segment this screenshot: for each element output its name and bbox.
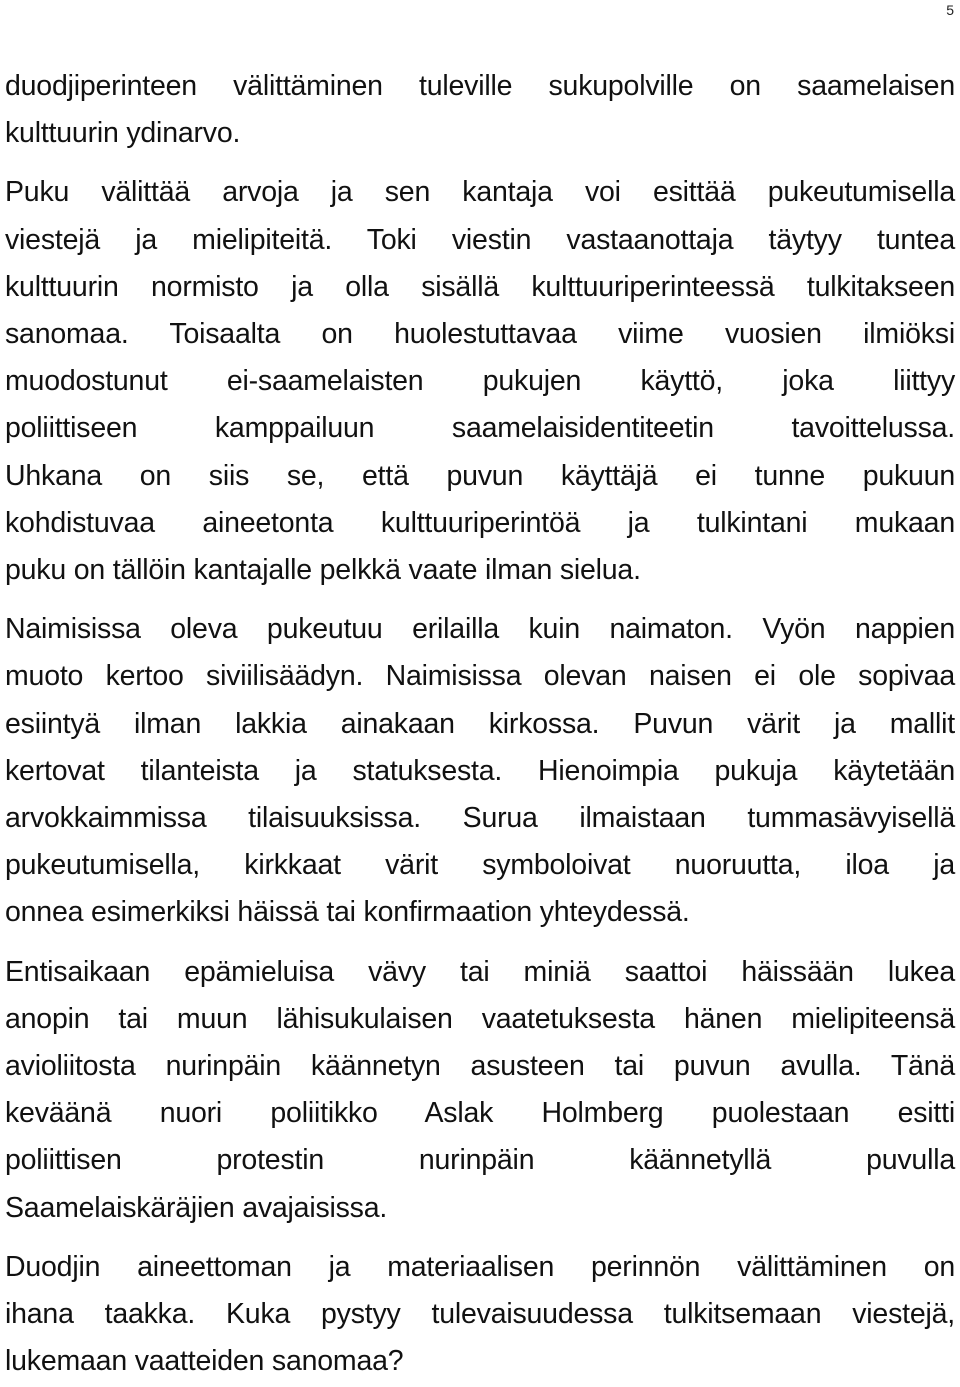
text-line: Duodjin aineettoman ja materiaalisen perinnön välittäminen on: [5, 1250, 955, 1283]
text-line: pukeutumisella, kirkkaat värit symboloivat nuoruutta, iloa ja: [5, 849, 955, 882]
text-line: puku on tällöin kantajalle pelkkä vaate ilman sielua.: [5, 554, 641, 587]
text-line: sanomaa. Toisaalta on huolestuttavaa viime vuosien ilmiöksi: [5, 318, 955, 351]
text-line: Uhkana on siis se, että puvun käyttäjä ei tunne pukuun: [5, 459, 955, 492]
paragraph-5: [5, 1244, 955, 1386]
text-line: lukemaan vaatteiden sanomaa?: [5, 1345, 404, 1378]
text-line: kulttuurin ydinarvo.: [5, 117, 241, 150]
paragraph-1: [5, 63, 955, 157]
text-line: Naimisissa oleva pukeutuu erilailla kuin naimaton. Vyön nappien: [5, 613, 955, 646]
text-line: kertovat tilanteista ja statuksesta. Hienoimpia pukuja käytetään: [5, 754, 955, 787]
text-line: poliittisen protestin nurinpäin käännetyllä puvulla: [5, 1144, 955, 1177]
text-line: esiintyä ilman lakkia ainakaan kirkossa. Puvun värit ja mallit: [5, 707, 955, 740]
text-line: duodjiperinteen välittäminen tuleville sukupolville on saamelaisen: [5, 70, 955, 102]
text-line: keväänä nuori poliitikko Aslak Holmberg puolestaan esitti: [5, 1097, 955, 1130]
text-line: Puku välittää arvoja ja sen kantaja voi esittää pukeutumisella: [5, 176, 955, 209]
text-line: Saamelaiskäräjien avajaisissa.: [5, 1191, 388, 1224]
text-line: onnea esimerkiksi häissä tai konfirmaation yhteydessä.: [5, 896, 690, 929]
text-line: ihana taakka. Kuka pystyy tulevaisuudessa tulkitsemaan viestejä,: [5, 1298, 955, 1331]
text-line: poliittiseen kamppailuun saamelaisidentiteetin tavoittelussa.: [5, 412, 955, 445]
text-line: muoto kertoo siviilisäädyn. Naimisissa olevan naisen ei ole sopivaa: [5, 660, 955, 693]
paragraph-3: [5, 606, 955, 936]
paragraph-2: [5, 169, 955, 594]
text-line: anopin tai muun lähisukulaisen vaatetuksesta hänen mielipiteensä: [5, 1002, 955, 1035]
text-line: kohdistuvaa aineetonta kulttuuriperintöä ja tulkintani mukaan: [5, 506, 955, 539]
text-line: kulttuurin normisto ja olla sisällä kulttuuriperinteessä tulkitakseen: [5, 270, 955, 303]
paragraph-4: [5, 949, 955, 1232]
text-line: viestejä ja mielipiteitä. Toki viestin vastaanottaja täytyy tuntea: [5, 223, 955, 256]
text-line: arvokkaimmissa tilaisuuksissa. Surua ilmaistaan tummasävyisellä: [5, 802, 955, 835]
text-line: muodostunut ei-saamelaisten pukujen käyttö, joka liittyy: [5, 365, 955, 398]
text-line: Entisaikaan epämieluisa vävy tai miniä saattoi häissään lukea: [5, 955, 955, 988]
document-body: [5, 63, 955, 1385]
text-line: avioliitosta nurinpäin käännetyn asusteen tai puvun avulla. Tänä: [5, 1050, 955, 1083]
page-number: 5: [946, 2, 954, 18]
